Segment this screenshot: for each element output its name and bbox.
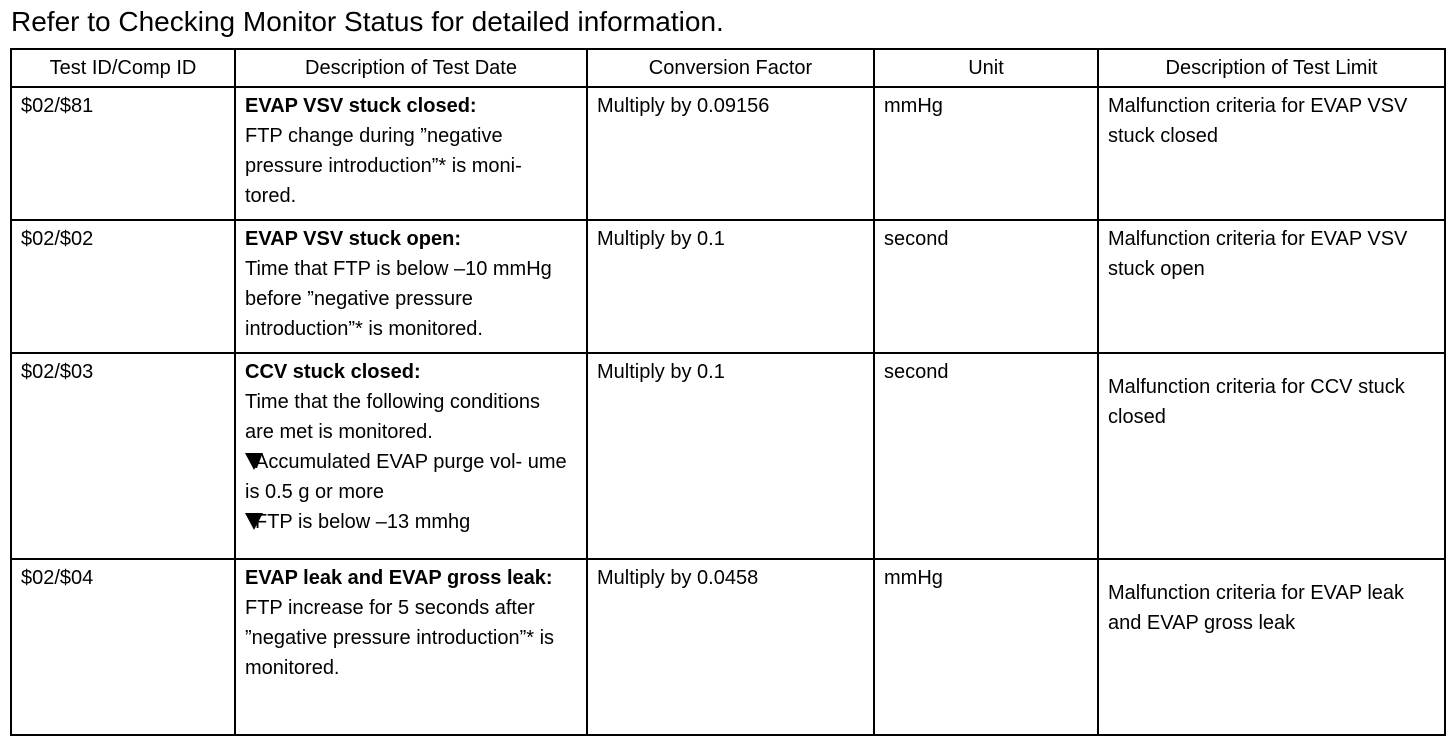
description-title: EVAP leak and EVAP gross leak: [245, 567, 553, 589]
header-unit: Unit [874, 49, 1098, 87]
header-conversion-factor: Conversion Factor [587, 49, 874, 87]
page-heading: Refer to Checking Monitor Status for detailed information. [11, 6, 724, 37]
cell-description [235, 559, 587, 735]
cell-conversion-factor: Multiply by 0.0458 [587, 559, 874, 735]
cell-test-limit: Malfunction criteria for EVAP leak and EVAP gross leak [1098, 559, 1445, 735]
test-data-table [10, 48, 1446, 736]
description-title: EVAP VSV stuck closed: [245, 95, 477, 117]
cell-conversion-factor: Multiply by 0.1 [587, 353, 874, 559]
cell-test-id: $02/$04 [11, 559, 235, 735]
header-test-id: Test ID/Comp ID [11, 49, 235, 87]
header-description-test-limit: Description of Test Limit [1098, 49, 1445, 87]
description-body: FTP change during ”negative pressure introduction”* is moni- tored. [245, 125, 522, 207]
cell-description [235, 353, 587, 559]
description-title: CCV stuck closed: [245, 361, 421, 383]
cell-description [235, 220, 587, 353]
description-body: Time that FTP is below –10 mmHg before ”negative pressure introduction”* is monitored. [245, 258, 552, 340]
cell-test-id: $02/$02 [11, 220, 235, 353]
cell-test-limit: Malfunction criteria for EVAP VSV stuck open [1098, 220, 1445, 353]
cell-test-id: $02/$03 [11, 353, 235, 559]
bullet-text: Accumulated EVAP purge vol- ume is 0.5 g or more [245, 451, 567, 503]
description-title: EVAP VSV stuck open: [245, 228, 461, 250]
cell-test-limit: Malfunction criteria for CCV stuck closed [1098, 353, 1445, 559]
bullet-item [245, 507, 568, 537]
cell-test-limit: Malfunction criteria for EVAP VSV stuck closed [1098, 87, 1445, 220]
table-row [11, 220, 1445, 353]
table-row [11, 87, 1445, 220]
cell-test-id: $02/$81 [11, 87, 235, 220]
cell-unit: second [874, 220, 1098, 353]
cell-unit: mmHg [874, 87, 1098, 220]
cell-unit: second [874, 353, 1098, 559]
cell-description [235, 87, 587, 220]
description-body: FTP increase for 5 seconds after ”negative pressure introduction”* is monitored. [245, 597, 555, 679]
table-row [11, 559, 1445, 735]
table-header-row [11, 49, 1445, 87]
bullet-text: FTP is below –13 mmhg [255, 511, 471, 533]
bullet-item [245, 447, 568, 507]
cell-unit: mmHg [874, 559, 1098, 735]
cell-conversion-factor: Multiply by 0.1 [587, 220, 874, 353]
cell-conversion-factor: Multiply by 0.09156 [587, 87, 874, 220]
description-body: Time that the following conditions are met is monitored. [245, 391, 540, 443]
table-row [11, 353, 1445, 559]
header-description-test-date: Description of Test Date [235, 49, 587, 87]
